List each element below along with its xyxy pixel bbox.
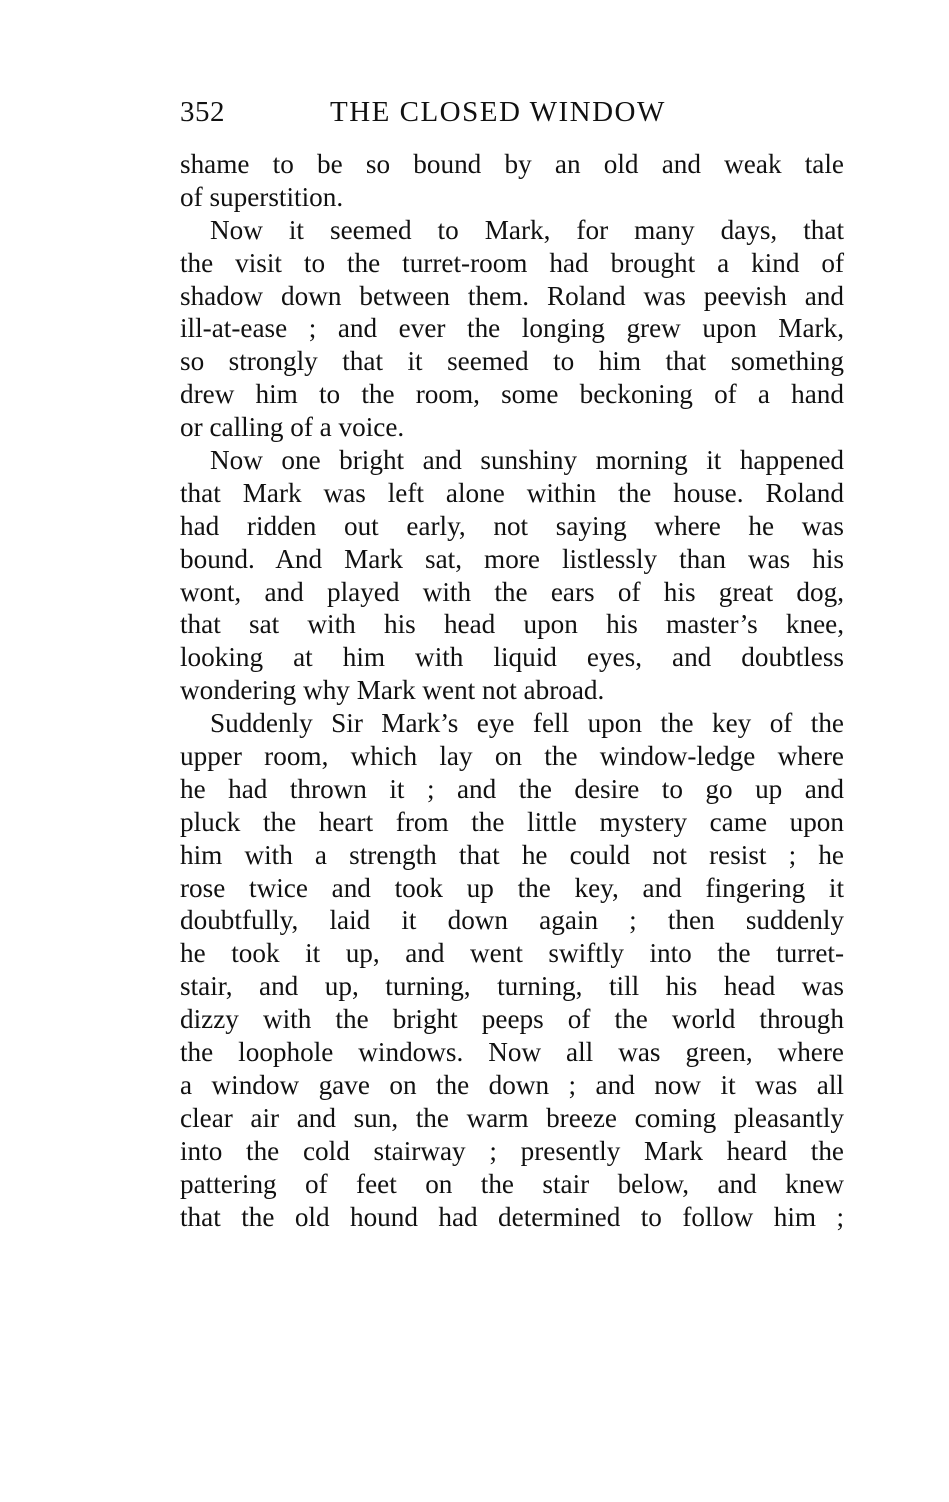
text-line: a window gave on the down ; and now it was all	[180, 1069, 844, 1100]
text-line: he had thrown it ; and the desire to go up and	[180, 773, 844, 804]
text-line: ill-at-ease ; and ever the longing grew upon Mark,	[180, 313, 844, 344]
text-line: the visit to the turret-room had brought a kind of	[180, 247, 844, 278]
text-line: had ridden out early, not saying where he was	[180, 510, 844, 541]
text-line: shadow down between them. Roland was peevish and	[180, 280, 844, 311]
text-line: into the cold stairway ; presently Mark heard the	[180, 1135, 844, 1166]
text-line: Suddenly Sir Mark’s eye fell upon the key of the	[210, 708, 844, 739]
text-line: Now it seemed to Mark, for many days, that	[210, 214, 844, 245]
paragraph-1	[180, 148, 844, 214]
text-line: clear air and sun, the warm breeze coming pleasantly	[180, 1102, 844, 1133]
body-text	[180, 148, 844, 1233]
running-title: THE CLOSED WINDOW	[330, 96, 666, 128]
running-header	[180, 92, 842, 132]
page-number: 352	[180, 96, 225, 128]
text-line: the loophole windows. Now all was green, where	[180, 1037, 844, 1068]
text-line: that sat with his head upon his master’s knee,	[180, 609, 844, 640]
text-line: pattering of feet on the stair below, and knew	[180, 1168, 844, 1199]
text-line: bound. And Mark sat, more listlessly than was his	[180, 543, 844, 574]
text-line: pluck the heart from the little mystery came upon	[180, 806, 844, 837]
text-line: or calling of a voice.	[180, 412, 405, 443]
text-line: him with a strength that he could not resist ; he	[180, 839, 844, 870]
text-line: doubtfully, laid it down again ; then suddenly	[180, 905, 844, 936]
text-line: that the old hound had determined to follow him ;	[180, 1201, 844, 1232]
text-line: stair, and up, turning, turning, till his head was	[180, 971, 844, 1002]
text-line: upper room, which lay on the window-ledge where	[180, 741, 844, 772]
text-line: that Mark was left alone within the house. Roland	[180, 477, 844, 508]
text-line: Now one bright and sunshiny morning it happened	[210, 445, 844, 476]
text-line: drew him to the room, some beckoning of a hand	[180, 379, 844, 410]
text-line: so strongly that it seemed to him that something	[180, 346, 844, 377]
text-line: looking at him with liquid eyes, and doubtless	[180, 642, 844, 673]
text-line: he took it up, and went swiftly into the turret-	[180, 938, 844, 969]
text-line: rose twice and took up the key, and fingering it	[180, 872, 844, 903]
text-line: of superstition.	[180, 181, 344, 212]
text-line: wondering why Mark went not abroad.	[180, 675, 605, 706]
text-line: shame to be so bound by an old and weak tale	[180, 149, 844, 179]
text-line: wont, and played with the ears of his great dog,	[180, 576, 844, 607]
paragraph-2	[180, 214, 844, 444]
paragraph-3	[180, 444, 844, 707]
paragraph-4	[180, 707, 844, 1233]
text-line: dizzy with the bright peeps of the world through	[180, 1004, 844, 1035]
